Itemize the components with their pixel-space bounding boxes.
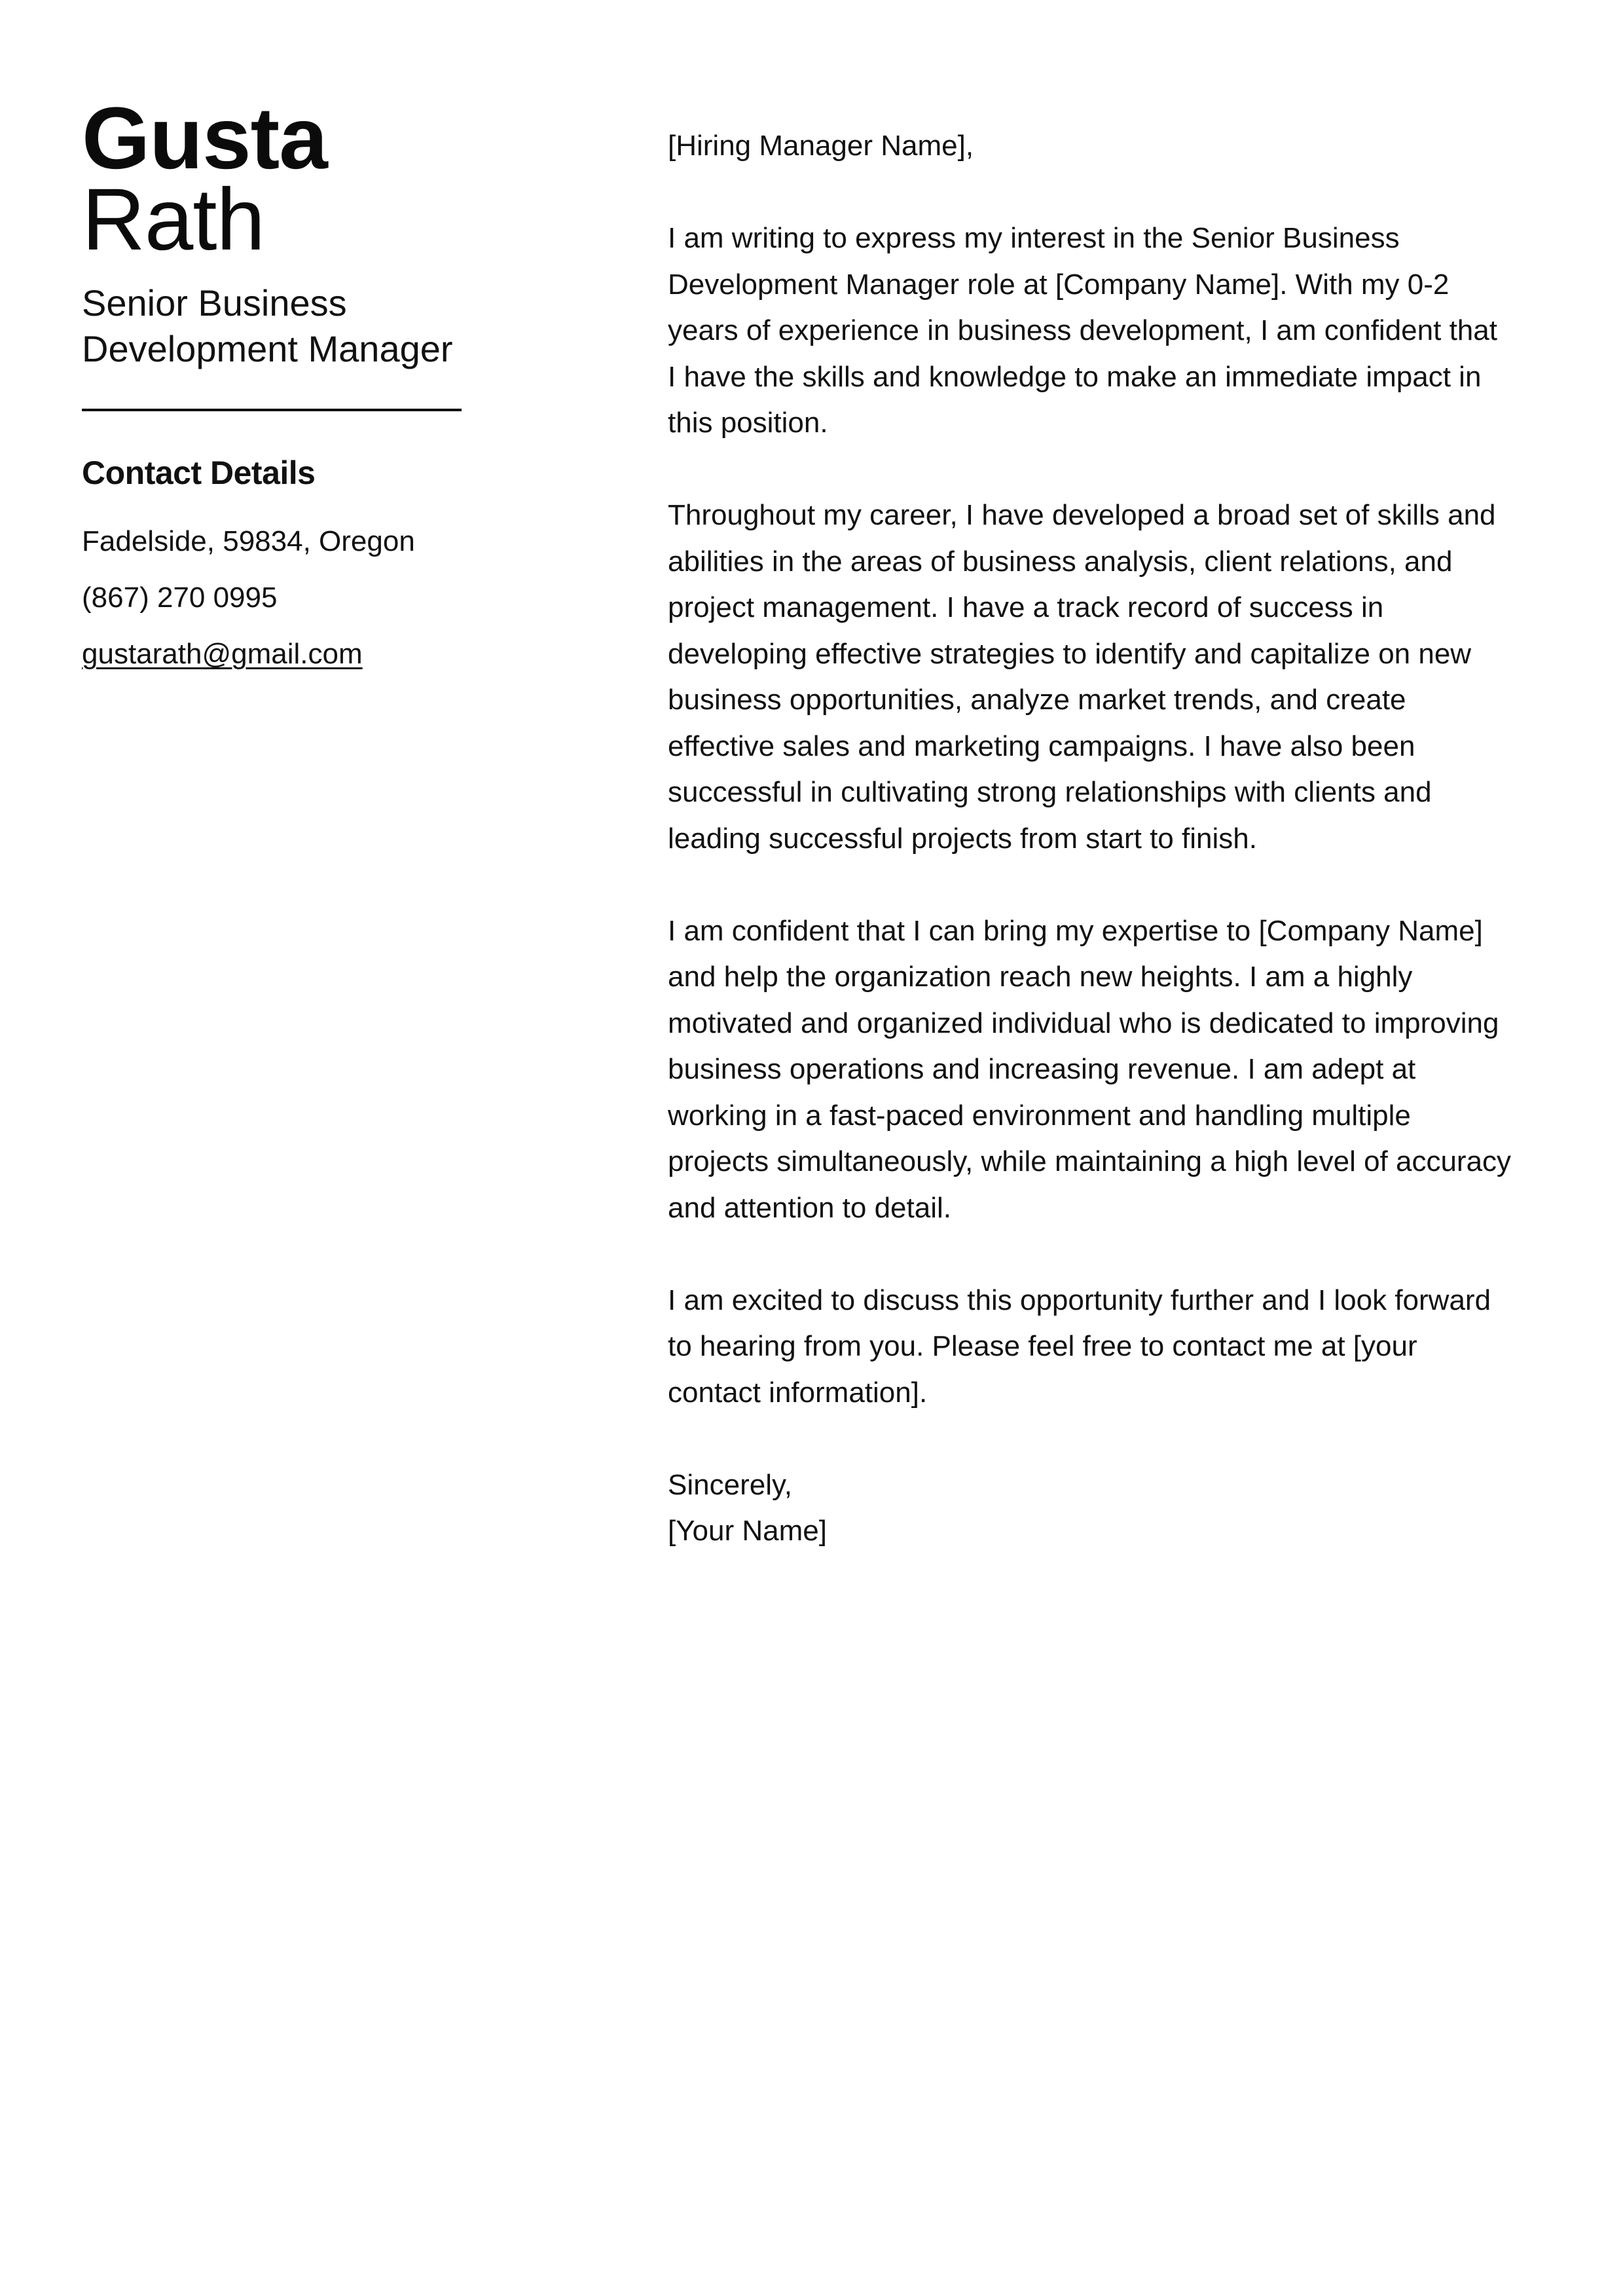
contact-list	[82, 513, 540, 682]
contact-email-link[interactable]: gustarath@gmail.com	[82, 638, 363, 670]
first-name: Gusta	[82, 90, 327, 187]
letter-paragraph-3: I am confident that I can bring my expertise to [Company Name] and help the organization reach new heights. I am a highly motivated and organized individual who is dedicated to improving business operations and increasing revenue. I am adept at working in a fast-paced environment and handling multiple projects simultaneously, while maintaining a high level of accuracy and attention to detail.	[668, 914, 1512, 1224]
contact-address: Fadelside, 59834, Oregon	[82, 525, 415, 557]
contact-phone: (867) 270 0995	[82, 582, 278, 614]
job-title: Senior Business Development Manager	[82, 282, 453, 369]
last-name: Rath	[82, 171, 265, 268]
sidebar	[82, 90, 540, 682]
sidebar-divider	[82, 409, 462, 411]
letter-paragraph-4: I am excited to discuss this opportunity further and I look forward to hearing from you. Please feel free to contact me at [your contact information].	[668, 1284, 1491, 1409]
letter-salutation: [Hiring Manager Name],	[668, 130, 974, 162]
letter-body	[668, 123, 1512, 1555]
letter-paragraph-1: I am writing to express my interest in the Senior Business Development Manager role at [Company Name]. With my 0-2 years of experience in business development, I am confident that I have the skills and knowledge to make an immediate impact in this position.	[668, 222, 1497, 439]
letter-signature: [Your Name]	[668, 1515, 827, 1547]
contact-details-heading: Contact Details	[82, 454, 316, 491]
letter-closing: Sincerely,	[668, 1468, 792, 1501]
letter-paragraph-2: Throughout my career, I have developed a broad set of skills and abilities in the areas of business analysis, client relations, and project management. I have a track record of success in developing effective strategies to identify and capitalize on new business opportunities, analyze market trends, and create effective sales and marketing campaigns. I have also been successful in cultivating strong relationships with clients and leading successful projects from start to finish.	[668, 499, 1496, 855]
